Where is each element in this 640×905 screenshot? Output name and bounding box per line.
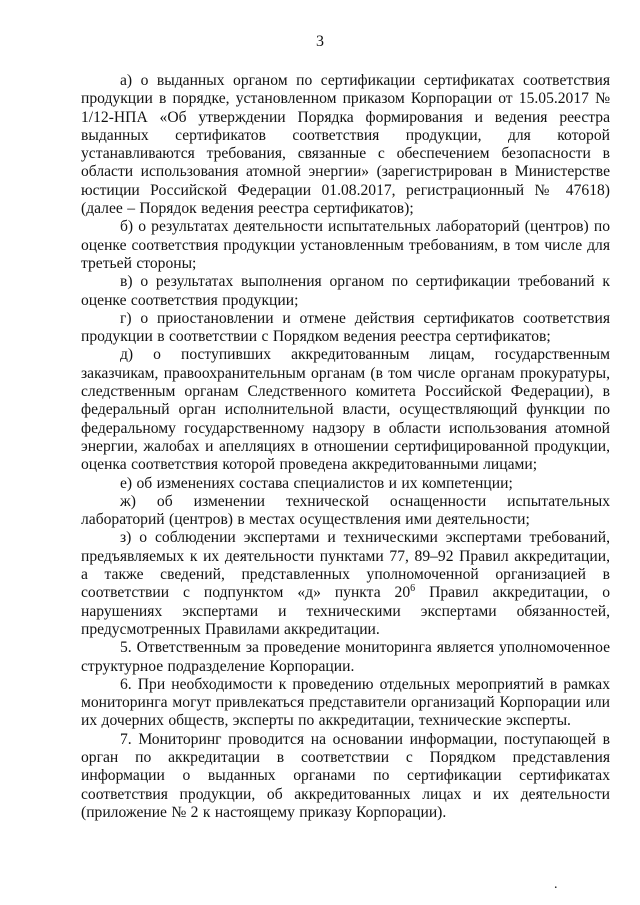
paragraph-z	[81, 529, 610, 639]
paragraph-item-7: 7. Мониторинг проводится на основании информации, поступающей в орган по аккредитации в соответствии с Порядком представления информации о выданных органами по сертификации сертификатах соответствия продукции, об аккредитованных лицах и их деятельности (приложение № 2 к настоящему приказу Корпорации).	[81, 730, 610, 821]
paragraph-e: е) об изменениях состава специалистов и их компетенции;	[120, 474, 513, 492]
paragraph-v: в) о результатах выполнения органом по сертификации требований к оценке соответствия продукции;	[81, 273, 610, 309]
footer-mark: .	[554, 877, 558, 892]
paragraph-z-text-start: з) о соблюдении экспертами и техническими экспертами требований, предъявляемых к их деятельности пунктами 77, 89–92 Правил аккредитации, а также сведений, представленных уполномоченной организацией в соответствии с подпунктом «д» пункта 20	[81, 529, 610, 602]
paragraph-item-6: 6. При необходимости к проведению отдельных мероприятий в рамках мониторинга могут привлекаться представители организаций Корпорации или их дочерних обществ, эксперты по аккредитации, технические эксперты.	[81, 675, 610, 730]
paragraph-item-5: 5. Ответственным за проведение мониторинга является уполномоченное структурное подразделение Корпорации.	[81, 639, 610, 675]
paragraph-d: д) о поступивших аккредитованным лицам, государственным заказчикам, правоохранительным органам (в том числе органам прокуратуры, следственным органам Следственного комитета Российской Федерации), в федеральный орган исполнительной власти, осуществляющий функции по федеральному государственному надзору в области использования атомной энергии, жалобах и апелляциях в отношении сертифицированной продукции, оценка соответствия которой проведена аккредитованными лицами;	[81, 346, 610, 474]
paragraph-z-text-end: Правил аккредитации, о нарушениях экспертами и техническими экспертами обязанностей, предусмотренных Правилами аккредитации.	[81, 584, 611, 638]
paragraph-zh: ж) об изменении технической оснащенности испытательных лабораторий (центров) в местах осуществления ими деятельности;	[81, 492, 610, 529]
document-body	[81, 72, 610, 822]
page-number: 3	[316, 33, 324, 50]
paragraph-a: а) о выданных органом по сертификации сертификатах соответствия продукции в порядке, установленном приказом Корпорации от 15.05.2017 № 1/12-НПА «Об утверждении Порядка формирования и ведения реестра выданных сертификатов соответствия продукции, для которой устанавливаются требования, связанные с обеспечением безопасности в области использования атомной энергии» (зарегистрирован в Министерстве юстиции Российской Федерации 01.08.2017, регистрационный № 47618) (далее – Порядок ведения реестра сертификатов);	[81, 72, 610, 218]
paragraph-b: б) о результатах деятельности испытательных лабораторий (центров) по оценке соответствия продукции установленным требованиям, в том числе для третьей стороны;	[81, 218, 610, 272]
paragraph-g: г) о приостановлении и отмене действия сертификатов соответствия продукции в соответствии с Порядком ведения реестра сертификатов;	[81, 309, 610, 346]
footnote-superscript: 6	[410, 583, 416, 595]
